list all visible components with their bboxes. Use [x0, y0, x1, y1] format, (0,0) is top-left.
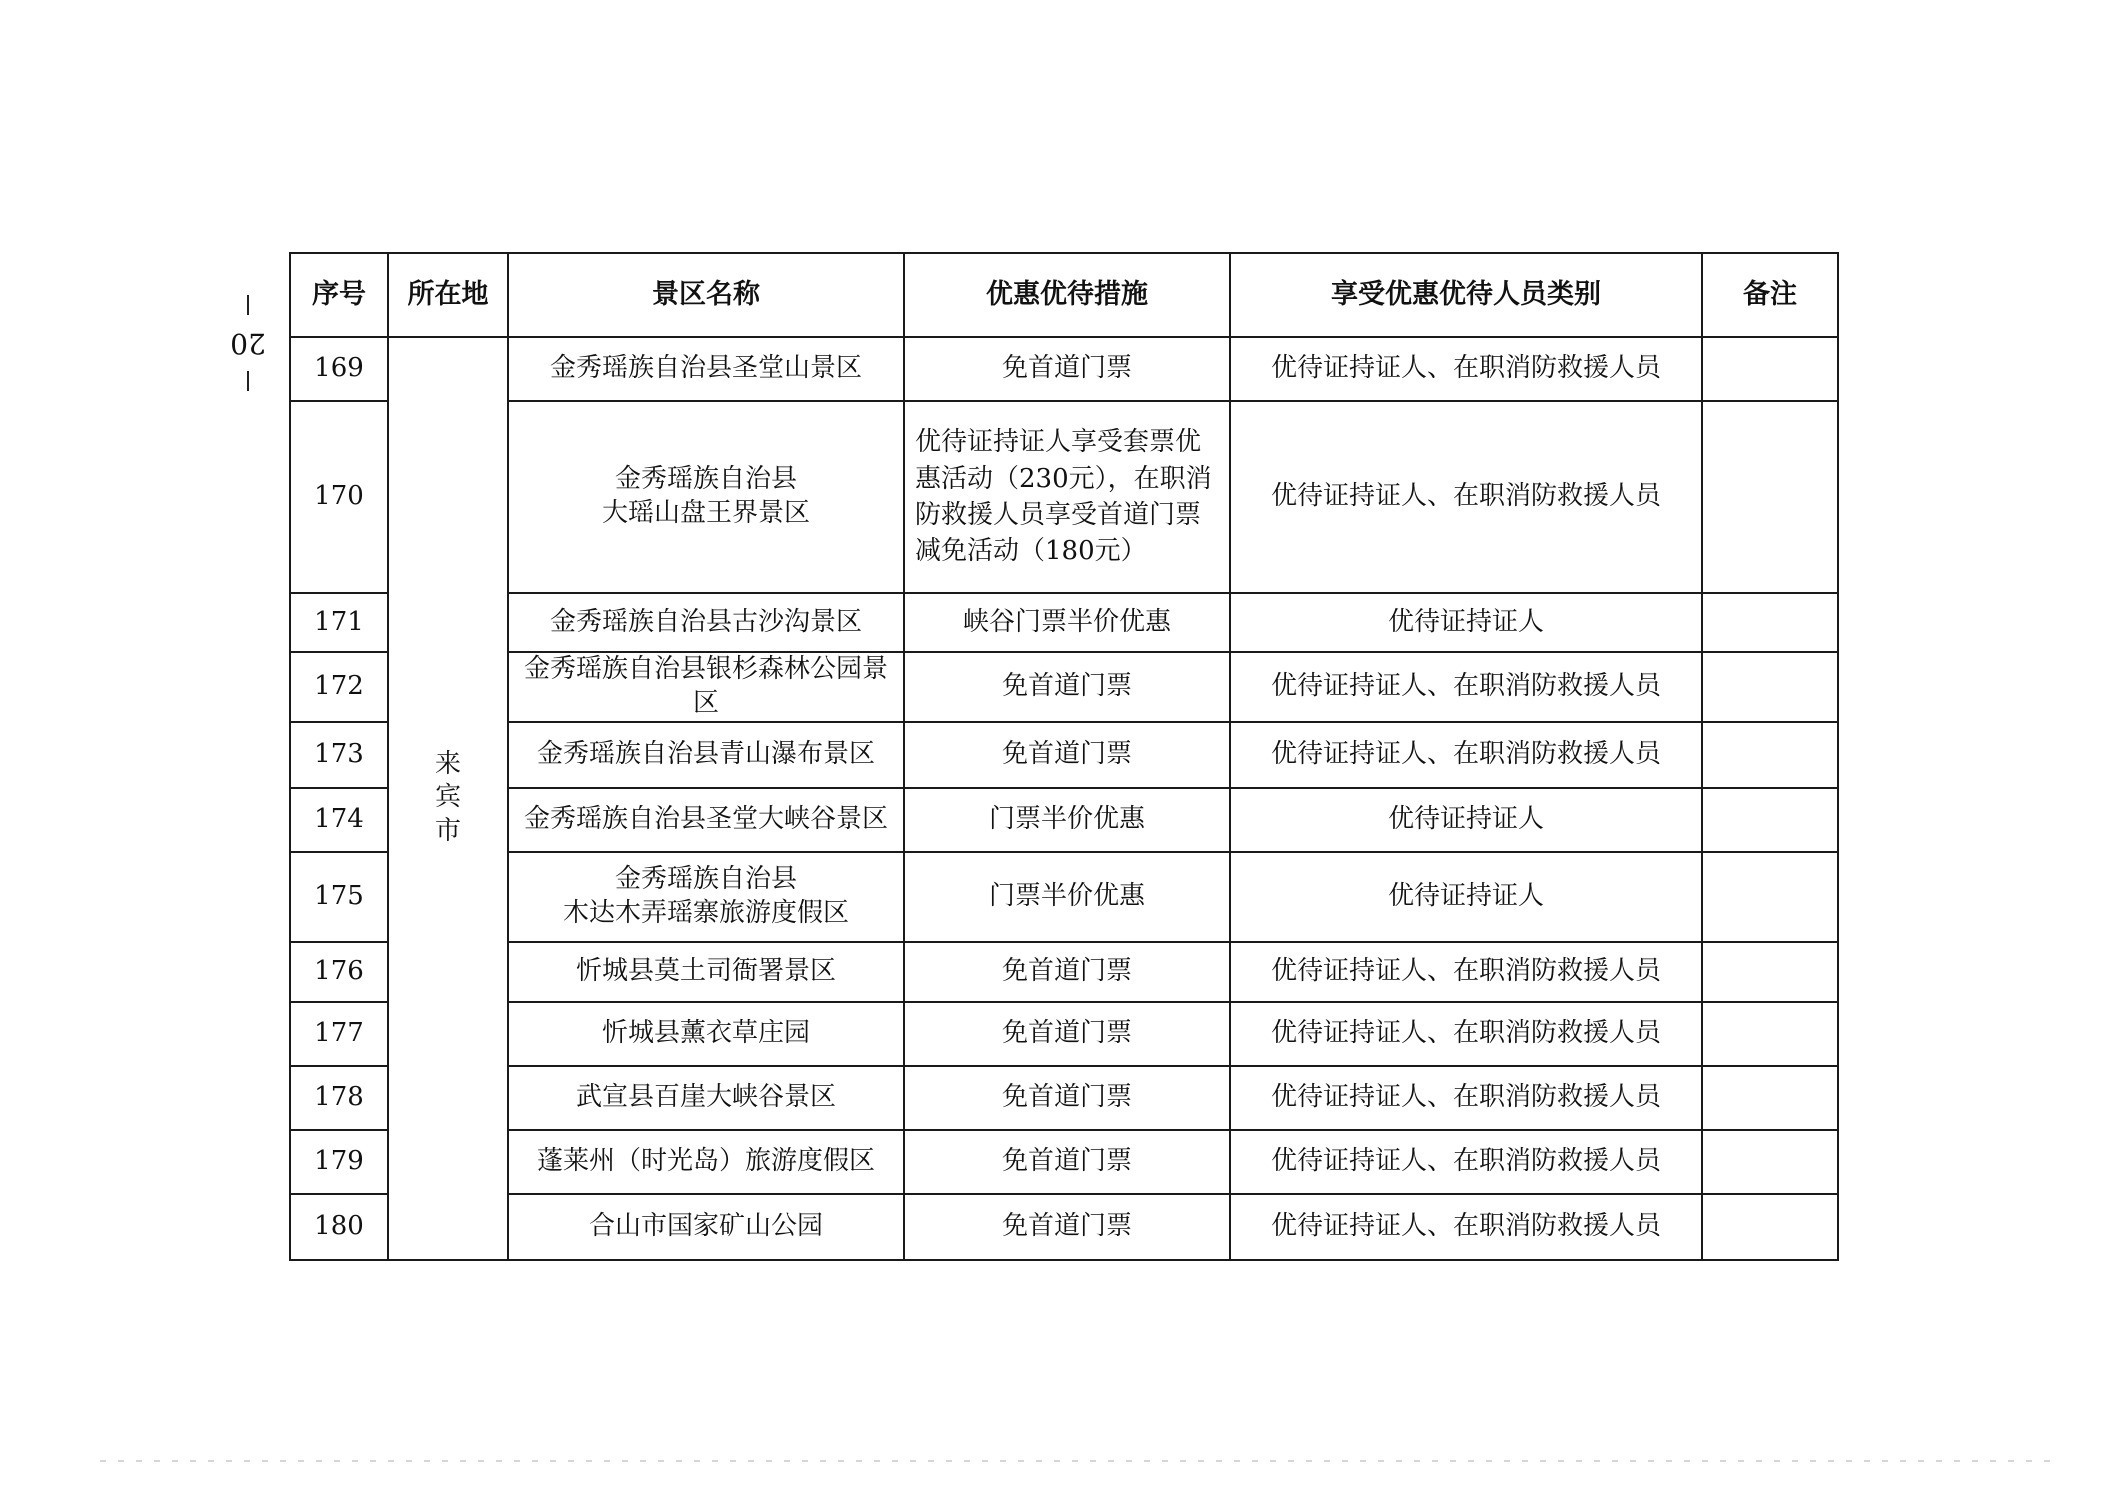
cell-seq: 179 — [290, 1130, 388, 1194]
cell-seq: 170 — [290, 401, 388, 593]
cell-name: 金秀瑶族自治县银杉森林公园景区 — [508, 652, 904, 722]
cell-remark — [1702, 722, 1838, 788]
cell-measure: 优待证持证人享受套票优惠活动（230元），在职消防救援人员享受首道门票减免活动（180元） — [904, 401, 1230, 593]
cell-seq: 172 — [290, 652, 388, 722]
cell-category: 优待证持证人、在职消防救援人员 — [1230, 1130, 1702, 1194]
cell-name: 武宣县百崖大峡谷景区 — [508, 1066, 904, 1130]
cell-measure: 免首道门票 — [904, 1194, 1230, 1260]
cell-remark — [1702, 337, 1838, 401]
cell-measure: 免首道门票 — [904, 1002, 1230, 1066]
table-header-row — [290, 253, 1838, 337]
header-name: 景区名称 — [508, 253, 904, 337]
cell-seq: 174 — [290, 788, 388, 852]
cell-measure: 免首道门票 — [904, 652, 1230, 722]
cell-category: 优待证持证人 — [1230, 852, 1702, 942]
page-number-text: 20 — [230, 326, 266, 360]
page-number — [226, 288, 270, 398]
cell-category: 优待证持证人、在职消防救援人员 — [1230, 652, 1702, 722]
region-char: 宾 — [434, 782, 461, 813]
cell-name: 金秀瑶族自治县 木达木弄瑶寨旅游度假区 — [508, 852, 904, 942]
cell-category: 优待证持证人、在职消防救援人员 — [1230, 1066, 1702, 1130]
region-char: 来 — [434, 748, 461, 779]
scan-noise-line — [100, 1460, 2050, 1462]
cell-seq: 177 — [290, 1002, 388, 1066]
cell-category: 优待证持证人 — [1230, 593, 1702, 652]
cell-remark — [1702, 788, 1838, 852]
cell-remark — [1702, 1066, 1838, 1130]
cell-seq: 178 — [290, 1066, 388, 1130]
cell-remark — [1702, 593, 1838, 652]
cell-seq: 171 — [290, 593, 388, 652]
cell-remark — [1702, 1194, 1838, 1260]
header-category: 享受优惠优待人员类别 — [1230, 253, 1702, 337]
cell-category: 优待证持证人、在职消防救援人员 — [1230, 1002, 1702, 1066]
header-remark: 备注 — [1702, 253, 1838, 337]
cell-measure: 免首道门票 — [904, 1130, 1230, 1194]
cell-measure: 峡谷门票半价优惠 — [904, 593, 1230, 652]
cell-category: 优待证持证人 — [1230, 788, 1702, 852]
table-row — [290, 1194, 1838, 1260]
cell-remark — [1702, 401, 1838, 593]
cell-name: 金秀瑶族自治县古沙沟景区 — [508, 593, 904, 652]
cell-remark — [1702, 852, 1838, 942]
cell-name: 合山市国家矿山公园 — [508, 1194, 904, 1260]
cell-seq: 169 — [290, 337, 388, 401]
table-row — [290, 788, 1838, 852]
cell-name: 金秀瑶族自治县圣堂山景区 — [508, 337, 904, 401]
cell-measure: 门票半价优惠 — [904, 852, 1230, 942]
cell-seq: 176 — [290, 942, 388, 1002]
table-row — [290, 1066, 1838, 1130]
cell-category: 优待证持证人、在职消防救援人员 — [1230, 722, 1702, 788]
table-row — [290, 1002, 1838, 1066]
cell-measure: 免首道门票 — [904, 337, 1230, 401]
table-row — [290, 942, 1838, 1002]
table-row — [290, 652, 1838, 722]
scenic-discount-table — [289, 252, 1839, 1261]
cell-measure: 免首道门票 — [904, 1066, 1230, 1130]
header-location: 所在地 — [388, 253, 508, 337]
cell-name: 金秀瑶族自治县青山瀑布景区 — [508, 722, 904, 788]
cell-remark — [1702, 1002, 1838, 1066]
cell-measure: 门票半价优惠 — [904, 788, 1230, 852]
cell-category: 优待证持证人、在职消防救援人员 — [1230, 337, 1702, 401]
cell-remark — [1702, 652, 1838, 722]
cell-measure: 免首道门票 — [904, 722, 1230, 788]
cell-remark — [1702, 1130, 1838, 1194]
cell-seq: 180 — [290, 1194, 388, 1260]
table-row — [290, 401, 1838, 593]
table-row — [290, 593, 1838, 652]
cell-category: 优待证持证人、在职消防救援人员 — [1230, 401, 1702, 593]
table-row — [290, 1130, 1838, 1194]
cell-remark — [1702, 942, 1838, 1002]
header-seq: 序号 — [290, 253, 388, 337]
region-char: 市 — [434, 816, 461, 847]
cell-name: 忻城县薰衣草庄园 — [508, 1002, 904, 1066]
cell-name: 蓬莱州（时光岛）旅游度假区 — [508, 1130, 904, 1194]
table-row — [290, 337, 1838, 401]
table-row — [290, 722, 1838, 788]
cell-location-region — [388, 337, 508, 1260]
header-measure: 优惠优待措施 — [904, 253, 1230, 337]
table-row — [290, 852, 1838, 942]
cell-name: 金秀瑶族自治县 大瑶山盘王界景区 — [508, 401, 904, 593]
cell-seq: 175 — [290, 852, 388, 942]
cell-category: 优待证持证人、在职消防救援人员 — [1230, 1194, 1702, 1260]
cell-seq: 173 — [290, 722, 388, 788]
cell-measure: 免首道门票 — [904, 942, 1230, 1002]
cell-name: 忻城县莫土司衙署景区 — [508, 942, 904, 1002]
page-number-dash-bottom — [247, 371, 249, 391]
page-number-dash-top — [247, 295, 249, 315]
cell-name: 金秀瑶族自治县圣堂大峡谷景区 — [508, 788, 904, 852]
cell-category: 优待证持证人、在职消防救援人员 — [1230, 942, 1702, 1002]
